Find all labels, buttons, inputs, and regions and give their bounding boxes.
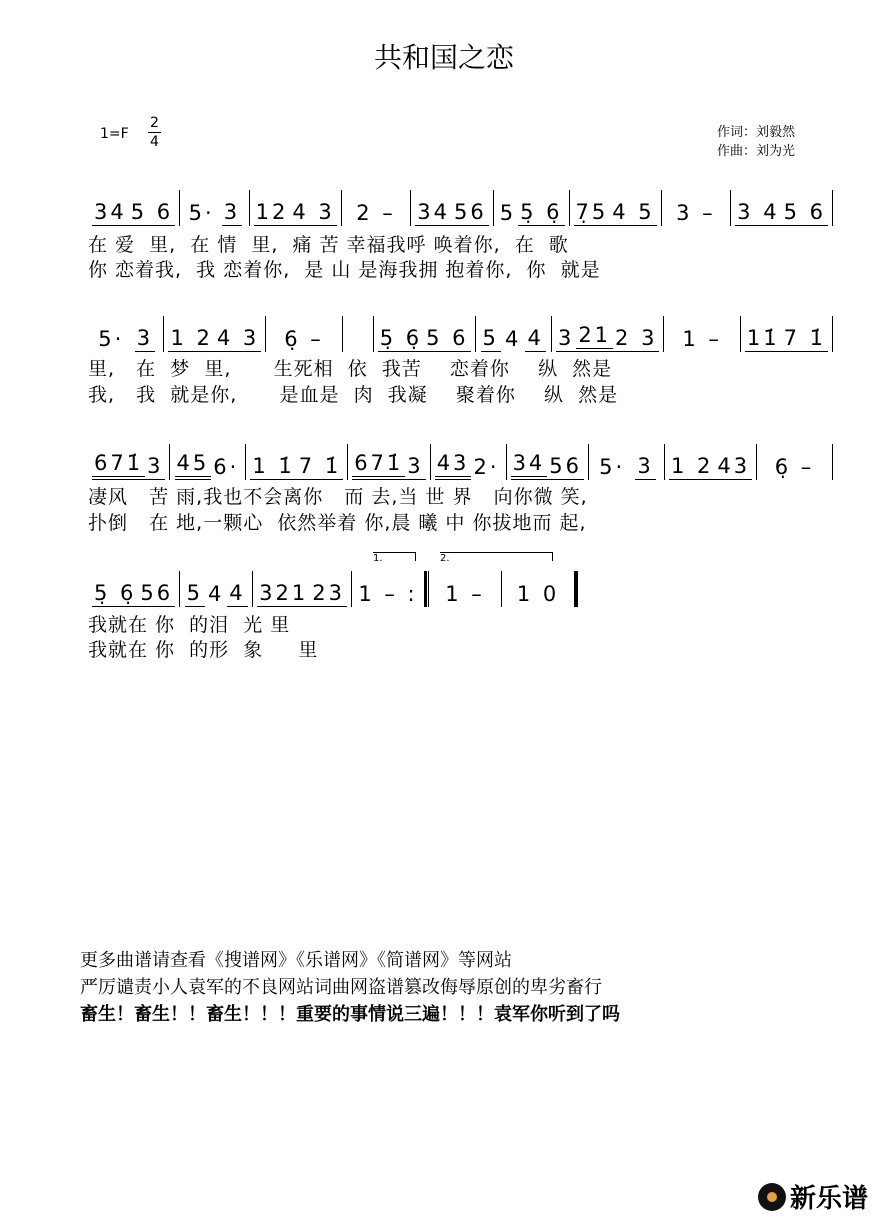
measure — [374, 318, 475, 352]
staff-line — [88, 186, 833, 226]
measure — [570, 192, 661, 226]
note-group: 1 – — [682, 327, 722, 351]
time-signature — [148, 114, 161, 151]
note-group: 2 3 — [615, 326, 658, 350]
barline — [342, 316, 343, 352]
note-group: 6· — [213, 455, 240, 479]
footer-notes — [80, 947, 620, 1028]
measure — [246, 446, 347, 480]
note-group: 1 2 — [170, 326, 213, 350]
note-group: 3 — [407, 454, 424, 478]
time-top: 2 — [150, 115, 159, 131]
measure — [250, 192, 341, 226]
lyrics-verse-1: 在 爱 里, 在 情 里, 痛 苦 幸福我呼 唤着你, 在 歌 — [88, 234, 569, 256]
measure — [342, 192, 411, 226]
note-group: 5 — [499, 201, 517, 225]
barline — [832, 444, 833, 480]
measure — [664, 318, 739, 352]
measure — [662, 192, 731, 226]
measure — [88, 192, 179, 226]
note-group: 56 — [140, 581, 174, 605]
lyrics-verse-2: 你 恋着我, 我 恋着你, 是 山 是海我拥 抱着你, 你 就是 — [88, 259, 601, 281]
measure — [180, 192, 249, 226]
note-group: 5· — [599, 455, 626, 479]
note-group: 3 – — [676, 201, 716, 225]
lyrics-verse-2: 扑倒 在 地,一颗心 依然举着 你,晨 曦 中 你拔地而 起, — [88, 512, 587, 534]
measure — [411, 192, 492, 226]
measure — [348, 446, 429, 480]
measure — [431, 446, 506, 480]
note-group: 2 – — [356, 201, 396, 225]
volta-1: 1. — [373, 552, 416, 561]
note-group: 2· — [473, 455, 500, 479]
note-group: 5 6 — [130, 200, 174, 224]
staff-line — [88, 567, 578, 607]
note-group: 321 — [259, 581, 309, 605]
vinyl-record-icon — [758, 1183, 786, 1211]
measure — [253, 573, 351, 607]
note-group: 4 — [505, 327, 522, 351]
measure — [507, 446, 588, 480]
note-group: 21 — [576, 324, 613, 352]
note-group: 3 — [223, 200, 241, 224]
note-group: 5 — [482, 326, 499, 350]
note-group: 45 — [175, 452, 212, 480]
note-group: 56 — [454, 200, 487, 224]
note-group: 1 1̇ — [252, 454, 295, 478]
measure — [589, 446, 664, 480]
measure — [494, 192, 569, 226]
key-signature: 1=F — [100, 126, 129, 142]
composer: 作曲：刘为光 — [717, 144, 796, 159]
staff-line — [88, 440, 833, 480]
lyrics-verse-1: 凄风 苦 雨,我也不会离你 而 去,当 世 界 向你微 笑, — [88, 486, 588, 508]
barline — [832, 190, 833, 226]
note-group: 4 3 — [216, 326, 260, 350]
footer-line: 更多曲谱请查看《搜谱网》《乐谱网》《简谱网》等网站 — [80, 950, 512, 971]
note-group: 4 3 — [292, 200, 335, 224]
lyrics-verse-2: 我, 我 就是你, 是血是 肉 我凝 聚着你 纵 然是 — [88, 384, 619, 406]
measure — [352, 573, 424, 607]
note-group: 34 — [417, 200, 451, 224]
note-group: 1 0 — [516, 582, 560, 606]
note-group: 5 6 — [783, 200, 826, 224]
final-barline — [574, 571, 578, 607]
footer-line: 畜生！畜生！！畜生！！！重要的事情说三遍！！！袁军你听到了吗 — [80, 1004, 620, 1025]
note-group: 3 — [147, 454, 164, 478]
note-group: 671̇ — [92, 452, 145, 480]
measure — [476, 318, 551, 352]
note-group: 7 1̇ — [298, 454, 342, 478]
note-group: 3 — [557, 326, 575, 350]
note-group: 5· — [188, 201, 215, 225]
measure — [88, 318, 163, 352]
time-bottom: 4 — [150, 134, 159, 150]
note-group: 5̣ 6̣ — [520, 200, 563, 224]
measure — [429, 573, 501, 607]
note-group: 1 – : — [358, 582, 418, 606]
measure — [757, 446, 832, 480]
note-group: 56 — [549, 454, 583, 478]
note-group: 3 — [637, 454, 654, 478]
song-title: 共和国之恋 — [373, 41, 514, 74]
measure — [164, 318, 265, 352]
note-group: 4 — [527, 326, 544, 350]
lyrics-verse-1: 我就在 你 的泪 光 里 — [88, 614, 291, 636]
note-group: 7̣5 — [575, 200, 609, 224]
lyricist: 作词：刘毅然 — [717, 125, 796, 140]
measure — [170, 446, 245, 480]
credits — [717, 123, 795, 161]
note-group: 4 — [229, 581, 246, 605]
note-group: 1 2 — [670, 454, 714, 478]
lyrics-verse-2: 我就在 你 的形 象 里 — [88, 639, 319, 661]
note-group: 6̣ – — [774, 455, 815, 479]
measure — [502, 573, 574, 607]
note-group: 12 — [255, 200, 289, 224]
measure — [731, 192, 832, 226]
measure — [88, 446, 169, 480]
note-group: 3 — [136, 326, 154, 350]
staff-line — [88, 312, 833, 352]
note-group: 5̣ 6̣ — [379, 326, 423, 350]
measure — [665, 446, 756, 480]
note-group: 3 4 — [737, 200, 780, 224]
note-group: 4 5 — [612, 200, 655, 224]
note-group: 5 6 — [426, 326, 469, 350]
note-group: 43 — [717, 454, 751, 478]
note-group: 5̣ 6̣ — [94, 581, 137, 605]
note-group: 5 — [186, 581, 203, 605]
note-group: 7 1̇ — [783, 326, 827, 350]
site-logo — [758, 1178, 868, 1215]
measure — [266, 318, 341, 352]
note-group: 43 — [435, 452, 472, 480]
logo-text: 新乐谱 — [790, 1184, 869, 1214]
measure — [552, 318, 664, 352]
footer-line: 严厉谴责小人袁军的不良网站词曲网盗谱篡改侮辱原创的卑劣畜行 — [80, 977, 602, 998]
measure — [88, 573, 179, 607]
measure — [180, 573, 252, 607]
measure — [741, 318, 832, 352]
lyrics-verse-1: 里, 在 梦 里, 生死相 依 我苦 恋着你 纵 然是 — [88, 358, 613, 380]
note-group: 6̣ – — [284, 327, 324, 351]
note-group: 1 – — [445, 582, 485, 606]
note-group: 11̇ — [746, 326, 780, 350]
note-group: 671̇ — [352, 452, 405, 480]
note-group: 4 — [207, 582, 225, 606]
note-group: 34 — [511, 452, 548, 480]
note-group: 23 — [312, 581, 345, 605]
barline — [832, 316, 833, 352]
volta-2: 2. — [440, 552, 553, 561]
note-group: 5· — [98, 327, 125, 351]
note-group: 34 — [94, 200, 127, 224]
